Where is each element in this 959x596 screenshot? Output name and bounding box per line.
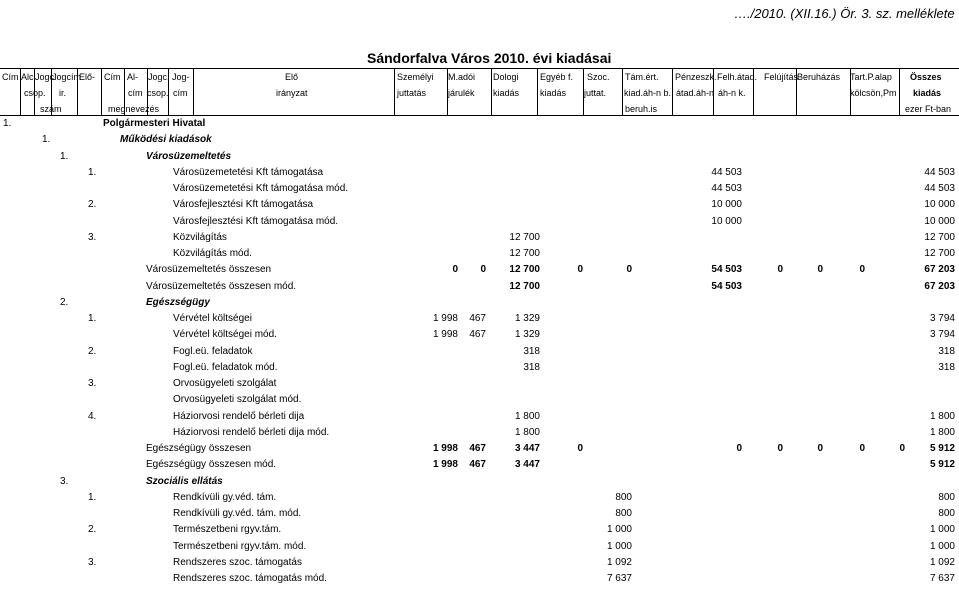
value-cell: 800 (938, 491, 955, 503)
header-cell: Jogcím (52, 72, 82, 82)
value-cell: 467 (469, 443, 486, 454)
header-cell: járulék (448, 88, 475, 98)
header-cell: cím (173, 88, 188, 98)
header-cell: cím (128, 88, 143, 98)
header-cell: szám (40, 104, 62, 114)
header-cell: megnevezés (108, 104, 160, 114)
value-cell: 12 700 (509, 231, 540, 243)
value-cell: 318 (938, 361, 955, 373)
row-label: Városüzemeltetés (146, 150, 232, 162)
header-cell: Személyi (397, 72, 434, 82)
value-cell: 44 503 (924, 183, 955, 194)
row-number: 3. (88, 556, 97, 568)
row-label: Orvosügyeleti szolgálat (173, 378, 277, 389)
row-label: Természetbeni rgyv.tám. (173, 524, 282, 536)
row-number: 1. (88, 166, 97, 178)
header-cell: beruh.is (625, 104, 658, 114)
value-cell: 800 (615, 508, 632, 519)
header-cell: Jogc. (35, 72, 57, 82)
value-cell: 1 998 (432, 459, 458, 471)
row-number: 1. (88, 313, 97, 324)
value-cell: 1 800 (514, 410, 540, 422)
header-cell: Jog- (172, 72, 190, 82)
header-cell: ir. (59, 88, 67, 98)
value-cell: 44 503 (711, 183, 742, 194)
row-label: Közvilágítás mód. (173, 248, 252, 259)
row-number: 1. (42, 134, 51, 146)
value-cell: 10 000 (924, 199, 955, 211)
value-cell: 318 (523, 345, 540, 357)
row-label: Vérvétel költségei mód. (173, 329, 277, 341)
value-cell: 1 800 (514, 426, 540, 438)
value-cell: 318 (523, 361, 540, 373)
header-cell: Egyéb f. (540, 72, 574, 82)
value-cell: 0 (480, 264, 486, 276)
value-cell: 3 447 (514, 459, 540, 471)
header-cell: csop. (147, 88, 169, 98)
value-cell: 467 (469, 459, 486, 471)
row-label: Városfejlesztési Kft támogatása (173, 199, 314, 211)
row-label: Közvilágítás (173, 231, 227, 243)
row-label: Háziorvosi rendelő bérleti dija (173, 410, 305, 422)
value-cell: 5 912 (929, 443, 955, 454)
row-label: Polgármesteri Hivatal (103, 118, 206, 129)
value-cell: 467 (469, 329, 486, 341)
header-cell: csop. (24, 88, 46, 98)
row-number: 4. (88, 410, 97, 422)
value-cell: 44 503 (711, 166, 742, 178)
value-cell: 1 998 (432, 313, 458, 324)
header-column-divider (899, 68, 900, 115)
header-column-divider (101, 68, 102, 115)
header-column-divider (672, 68, 673, 115)
value-cell: 0 (452, 264, 458, 276)
row-label: Egészségügy (146, 296, 210, 308)
value-cell: 1 998 (432, 443, 458, 454)
value-cell: 67 203 (924, 264, 955, 276)
row-number: 1. (60, 150, 69, 162)
value-cell: 3 447 (514, 443, 540, 454)
value-cell: 12 700 (509, 280, 540, 292)
header-cell: ezer Ft-ban (905, 104, 952, 114)
value-cell: 5 912 (929, 459, 955, 471)
row-label: Rendszeres szoc. támogatás mód. (173, 573, 327, 584)
header-cell: Jogc. (148, 72, 170, 82)
header-cell: juttat. (584, 88, 607, 98)
row-label: Egészségügy összesen (146, 443, 252, 454)
row-label: Vérvétel költségei (173, 313, 252, 324)
value-cell: 1 800 (929, 426, 955, 438)
row-number: 2. (88, 345, 97, 357)
value-cell: 10 000 (711, 199, 742, 211)
header-cell: Tart.P.alap (850, 72, 892, 82)
value-cell: 318 (938, 345, 955, 357)
header-column-divider (537, 68, 538, 115)
value-cell: 1 998 (432, 329, 458, 341)
value-cell: 44 503 (924, 166, 955, 178)
value-cell: 1 000 (929, 524, 955, 536)
row-label: Városüzemetetési Kft támogatása mód. (173, 183, 349, 194)
header-column-divider (394, 68, 395, 115)
header-cell: Alc. (21, 72, 37, 82)
value-cell: 7 637 (606, 573, 632, 584)
row-number: 3. (88, 378, 97, 389)
header-cell: Felújítás (764, 72, 799, 82)
header-cell: irányzat (276, 88, 308, 98)
value-cell: 54 503 (711, 280, 742, 292)
row-label: Egészségügy összesen mód. (146, 459, 277, 471)
header-cell: kiadás (913, 88, 942, 98)
header-cell: Pénzeszk. (675, 72, 717, 82)
row-label: Rendszeres szoc. támogatás (173, 556, 302, 568)
header-column-divider (193, 68, 194, 115)
value-cell: 12 700 (509, 264, 540, 276)
value-cell: 0 (777, 264, 783, 276)
row-number: 2. (88, 199, 97, 211)
value-cell: 0 (859, 264, 865, 276)
header-cell: átad.áh-n (676, 88, 715, 98)
value-cell: 12 700 (924, 231, 955, 243)
value-cell: 12 700 (924, 248, 955, 259)
header-cell: Összes (910, 72, 942, 82)
value-cell: 1 329 (514, 313, 540, 324)
value-cell: 467 (469, 313, 486, 324)
value-cell: 67 203 (924, 280, 955, 292)
row-label: Városüzemetetési Kft támogatása (173, 166, 324, 178)
header-cell: kiadás (493, 88, 520, 98)
header-cell: Elő (285, 72, 299, 82)
value-cell: 1 092 (929, 556, 955, 568)
value-cell: 0 (859, 443, 865, 454)
row-number: 1. (3, 118, 12, 129)
value-cell: 800 (938, 508, 955, 519)
row-number: 1. (88, 491, 97, 503)
header-bottom-border (0, 115, 959, 116)
header-cell: kiadás (540, 88, 567, 98)
document-reference: …./2010. (XII.16.) Ör. 3. sz. melléklete (734, 6, 955, 21)
row-label: Városfejlesztési Kft támogatása mód. (173, 215, 339, 227)
header-column-divider (622, 68, 623, 115)
row-label: Városüzemeltetés összesen mód. (146, 280, 297, 292)
value-cell: 0 (899, 443, 905, 454)
row-label: Fogl.eü. feladatok (173, 345, 253, 357)
header-cell: Elő- (79, 72, 96, 82)
header-cell: Cím (2, 72, 19, 82)
value-cell: 0 (626, 264, 632, 276)
value-cell: 10 000 (711, 215, 742, 227)
value-cell: 1 800 (929, 410, 955, 422)
header-cell: áh-n k. (718, 88, 746, 98)
value-cell: 10 000 (924, 215, 955, 227)
header-cell: Cím (104, 72, 121, 82)
value-cell: 0 (777, 443, 783, 454)
value-cell: 54 503 (711, 264, 742, 276)
header-cell: Szoc. (587, 72, 610, 82)
row-number: 3. (88, 231, 97, 243)
row-label: Szociális ellátás (146, 475, 223, 487)
value-cell: 3 794 (929, 313, 955, 324)
value-cell: 1 000 (606, 524, 632, 536)
row-number: 2. (88, 524, 97, 536)
value-cell: 7 637 (929, 573, 955, 584)
value-cell: 0 (577, 443, 583, 454)
row-label: Városüzemeltetés összesen (146, 264, 272, 276)
row-label: Rendkívüli gy.véd. tám. mód. (173, 508, 302, 519)
header-column-divider (491, 68, 492, 115)
header-cell: Al- (127, 72, 138, 82)
row-label: Fogl.eü. feladatok mód. (173, 361, 278, 373)
row-label: Háziorvosi rendelő bérleti dija mód. (173, 426, 330, 438)
value-cell: 1 000 (929, 540, 955, 552)
value-cell: 0 (577, 264, 583, 276)
value-cell: 1 000 (606, 540, 632, 552)
value-cell: 0 (817, 443, 823, 454)
value-cell: 12 700 (509, 248, 540, 259)
header-cell: kölcsön,Pm (850, 88, 897, 98)
row-label: Működési kiadások (120, 134, 212, 146)
header-cell: Tám.ért. (625, 72, 659, 82)
header-cell: Dologi (493, 72, 519, 82)
value-cell: 0 (736, 443, 742, 454)
page-title: Sándorfalva Város 2010. évi kiadásai (367, 50, 612, 66)
value-cell: 800 (615, 491, 632, 503)
value-cell: 0 (817, 264, 823, 276)
row-label: Rendkívüli gy.véd. tám. (173, 491, 277, 503)
header-cell: Felh.átad. (717, 72, 758, 82)
header-top-border (0, 68, 959, 69)
row-number: 3. (60, 475, 69, 487)
row-label: Orvosügyeleti szolgálat mód. (173, 394, 302, 406)
value-cell: 3 794 (929, 329, 955, 341)
row-label: Természetbeni rgyv.tám. mód. (173, 540, 307, 552)
value-cell: 1 329 (514, 329, 540, 341)
header-cell: juttatás (397, 88, 427, 98)
header-cell: M.adói (448, 72, 476, 82)
value-cell: 1 092 (606, 556, 632, 568)
header-cell: Beruházás (797, 72, 841, 82)
header-cell: kiad.áh-n b. (624, 88, 672, 98)
row-number: 2. (60, 296, 69, 308)
